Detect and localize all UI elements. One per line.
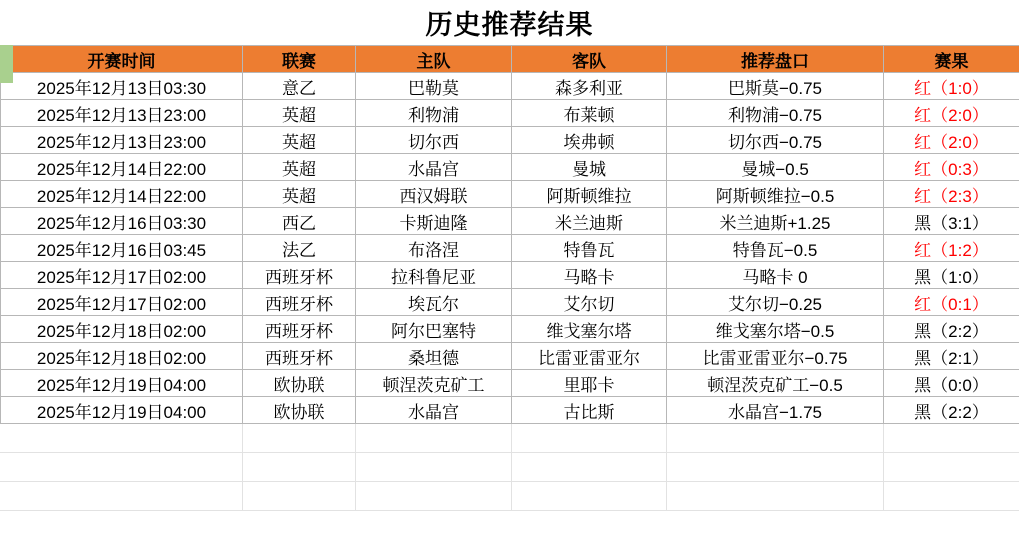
empty-cell[interactable]: [242, 453, 355, 482]
cell-pick: 利物浦−0.75: [667, 100, 884, 127]
table-row: [1, 262, 1019, 289]
cell-result: 红（1:0）: [884, 73, 1019, 100]
cell-home-team: 卡斯迪隆: [356, 208, 512, 235]
cell-pick: 巴斯莫−0.75: [667, 73, 884, 100]
cell-home-team: 水晶宫: [356, 397, 512, 424]
cell-pick: 艾尔切−0.25: [667, 289, 884, 316]
cell-league: 英超: [243, 181, 356, 208]
empty-cell[interactable]: [355, 424, 511, 453]
empty-cell[interactable]: [666, 482, 883, 511]
cell-pick: 维戈塞尔塔−0.5: [667, 316, 884, 343]
cell-time: 2025年12月13日03:30: [1, 73, 243, 100]
table-row: [1, 343, 1019, 370]
table-body: [1, 73, 1019, 424]
column-header-league: 联赛: [243, 46, 356, 73]
empty-row: [0, 424, 1019, 453]
left-color-marker: [0, 45, 13, 83]
cell-result: 红（1:2）: [884, 235, 1019, 262]
cell-home-team: 水晶宫: [356, 154, 512, 181]
empty-cell[interactable]: [883, 453, 1019, 482]
empty-cell[interactable]: [242, 424, 355, 453]
cell-league: 西班牙杯: [243, 262, 356, 289]
cell-result: 红（0:1）: [884, 289, 1019, 316]
cell-result: 黑（1:0）: [884, 262, 1019, 289]
cell-result: 红（2:3）: [884, 181, 1019, 208]
cell-result: 黑（3:1）: [884, 208, 1019, 235]
empty-cell[interactable]: [0, 482, 242, 511]
cell-home-team: 西汉姆联: [356, 181, 512, 208]
empty-cell[interactable]: [242, 482, 355, 511]
empty-cell[interactable]: [355, 453, 511, 482]
cell-home-team: 顿涅茨克矿工: [356, 370, 512, 397]
cell-away-team: 米兰迪斯: [512, 208, 667, 235]
cell-time: 2025年12月14日22:00: [1, 154, 243, 181]
cell-pick: 马略卡 0: [667, 262, 884, 289]
table-row: [1, 235, 1019, 262]
cell-league: 英超: [243, 127, 356, 154]
table-row: [1, 316, 1019, 343]
cell-result: 红（2:0）: [884, 127, 1019, 154]
cell-pick: 水晶宫−1.75: [667, 397, 884, 424]
cell-away-team: 特鲁瓦: [512, 235, 667, 262]
cell-away-team: 马略卡: [512, 262, 667, 289]
table-row: [1, 289, 1019, 316]
column-header-home: 主队: [356, 46, 512, 73]
empty-cell[interactable]: [511, 424, 666, 453]
cell-away-team: 比雷亚雷亚尔: [512, 343, 667, 370]
table-header: [1, 46, 1019, 73]
cell-time: 2025年12月17日02:00: [1, 289, 243, 316]
header-row: [1, 46, 1019, 73]
cell-pick: 阿斯顿维拉−0.5: [667, 181, 884, 208]
cell-result: 黑（2:1）: [884, 343, 1019, 370]
cell-pick: 顿涅茨克矿工−0.5: [667, 370, 884, 397]
cell-away-team: 里耶卡: [512, 370, 667, 397]
cell-league: 西班牙杯: [243, 316, 356, 343]
cell-time: 2025年12月19日04:00: [1, 397, 243, 424]
cell-away-team: 艾尔切: [512, 289, 667, 316]
cell-league: 英超: [243, 100, 356, 127]
page-title: 历史推荐结果: [425, 10, 594, 40]
empty-cell[interactable]: [883, 424, 1019, 453]
column-header-pick: 推荐盘口: [667, 46, 884, 73]
cell-time: 2025年12月18日02:00: [1, 316, 243, 343]
empty-rows-area: [0, 424, 1019, 511]
cell-league: 欧协联: [243, 397, 356, 424]
cell-time: 2025年12月14日22:00: [1, 181, 243, 208]
cell-home-team: 切尔西: [356, 127, 512, 154]
table-row: [1, 370, 1019, 397]
cell-league: 法乙: [243, 235, 356, 262]
cell-time: 2025年12月13日23:00: [1, 127, 243, 154]
cell-away-team: 森多利亚: [512, 73, 667, 100]
cell-pick: 特鲁瓦−0.5: [667, 235, 884, 262]
title-row: [0, 0, 1019, 45]
cell-time: 2025年12月17日02:00: [1, 262, 243, 289]
empty-row: [0, 453, 1019, 482]
empty-cell[interactable]: [883, 482, 1019, 511]
cell-result: 黑（2:2）: [884, 397, 1019, 424]
cell-time: 2025年12月16日03:30: [1, 208, 243, 235]
column-header-result: 赛果: [884, 46, 1019, 73]
cell-result: 黑（0:0）: [884, 370, 1019, 397]
empty-cell[interactable]: [666, 453, 883, 482]
empty-cell[interactable]: [0, 453, 242, 482]
cell-result: 红（0:3）: [884, 154, 1019, 181]
empty-cell[interactable]: [0, 424, 242, 453]
cell-time: 2025年12月13日23:00: [1, 100, 243, 127]
table-row: [1, 397, 1019, 424]
cell-league: 英超: [243, 154, 356, 181]
cell-result: 红（2:0）: [884, 100, 1019, 127]
cell-league: 西班牙杯: [243, 343, 356, 370]
cell-away-team: 布莱顿: [512, 100, 667, 127]
table-row: [1, 100, 1019, 127]
cell-league: 欧协联: [243, 370, 356, 397]
empty-cell[interactable]: [666, 424, 883, 453]
cell-league: 西班牙杯: [243, 289, 356, 316]
cell-pick: 切尔西−0.75: [667, 127, 884, 154]
empty-cell[interactable]: [511, 482, 666, 511]
cell-home-team: 利物浦: [356, 100, 512, 127]
cell-pick: 米兰迪斯+1.25: [667, 208, 884, 235]
cell-time: 2025年12月16日03:45: [1, 235, 243, 262]
table-row: [1, 181, 1019, 208]
results-table: [0, 45, 1019, 424]
column-header-away: 客队: [512, 46, 667, 73]
cell-home-team: 布洛涅: [356, 235, 512, 262]
empty-row: [0, 482, 1019, 511]
cell-away-team: 曼城: [512, 154, 667, 181]
cell-away-team: 埃弗顿: [512, 127, 667, 154]
empty-cell[interactable]: [355, 482, 511, 511]
empty-rows-body: [0, 424, 1019, 511]
table-row: [1, 73, 1019, 100]
table-row: [1, 208, 1019, 235]
table-row: [1, 154, 1019, 181]
cell-pick: 比雷亚雷亚尔−0.75: [667, 343, 884, 370]
cell-time: 2025年12月19日04:00: [1, 370, 243, 397]
cell-time: 2025年12月18日02:00: [1, 343, 243, 370]
table-row: [1, 127, 1019, 154]
cell-home-team: 阿尔巴塞特: [356, 316, 512, 343]
cell-league: 西乙: [243, 208, 356, 235]
cell-home-team: 桑坦德: [356, 343, 512, 370]
cell-home-team: 埃瓦尔: [356, 289, 512, 316]
cell-league: 意乙: [243, 73, 356, 100]
cell-away-team: 古比斯: [512, 397, 667, 424]
cell-pick: 曼城−0.5: [667, 154, 884, 181]
empty-cell[interactable]: [511, 453, 666, 482]
cell-home-team: 拉科鲁尼亚: [356, 262, 512, 289]
cell-away-team: 维戈塞尔塔: [512, 316, 667, 343]
column-header-time: 开赛时间: [1, 46, 243, 73]
cell-result: 黑（2:2）: [884, 316, 1019, 343]
cell-away-team: 阿斯顿维拉: [512, 181, 667, 208]
cell-home-team: 巴勒莫: [356, 73, 512, 100]
